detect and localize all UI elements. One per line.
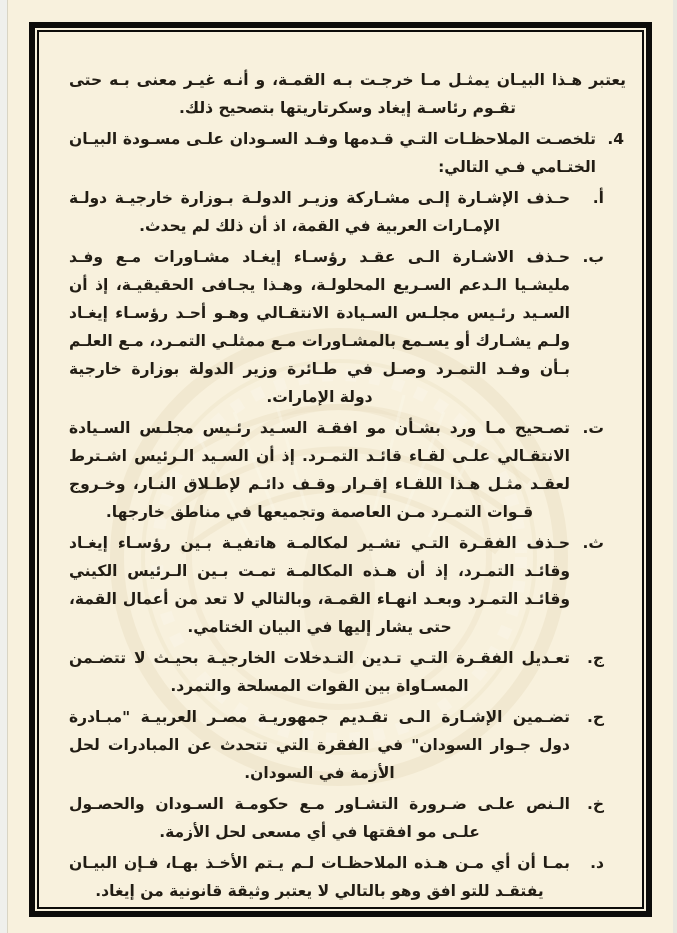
list-item-hha-marker: ح. bbox=[586, 708, 604, 726]
list-item-alef bbox=[69, 184, 626, 240]
list-item-ta-text: تصـحيح مـا ورد بشـأن مو افقـة السـيد رئـيس مجلـس السـيادة الانتقـالي علـى لقـاء قائـد التمـرد. إذ أن السـيد الـرئيس اشـترط لعقـد مثـل هـذا اللقـاء إقـرار وقـف دائـم لإطـلاق النـار، وخـروج قـوات التمـرد مـن العاصمة وتجميعها في مناطق خارجها. bbox=[69, 419, 570, 521]
list-item-kha bbox=[69, 790, 626, 846]
list-item-hha-text: تضـمين الإشـارة الـى تقـديم جمهوريـة مصـر العربيـة "مبـادرة دول جـوار السودان" في الفقرة التي تتحدث عن المبادرات لحل الأزمة في السودان. bbox=[69, 708, 570, 782]
list-item-jim bbox=[69, 644, 626, 700]
page-border-frame bbox=[29, 22, 652, 917]
list-item-ta bbox=[69, 414, 626, 526]
list-item-tha bbox=[69, 529, 626, 641]
page-border-inner-line bbox=[37, 30, 644, 909]
list-item-tha-marker: ث. bbox=[582, 534, 604, 552]
list-item-4-marker: 4. bbox=[607, 130, 624, 148]
intro-paragraph: يعتبر هـذا البيـان يمثـل مـا خرجـت بـه القمـة، و أنـه غيـر معنى بـه حتى تقـوم رئاسـة إيغاد وسكرتاريتها بتصحيح ذلك. bbox=[69, 71, 626, 117]
list-item-dal-text: بمـا أن أي مـن هـذه الملاحظـات لـم يـتم الأخـذ بهـا، فـإن البيـان يفتقـد للتو افق وهو بالتالي لا يعتبر وثيقة قانونية من إيغاد. bbox=[69, 854, 570, 900]
list-item-dal-marker: د. bbox=[590, 854, 604, 872]
list-item-ba bbox=[69, 243, 626, 411]
list-item-alef-marker: أ. bbox=[592, 189, 604, 207]
list-item-alef-text: حـذف الإشـارة إلـى مشـاركة وزيـر الدولـة بـوزارة خارجيـة دولـة الإمـارات العربية في القمة، اذ أن ذلك لم يحدث. bbox=[69, 189, 570, 235]
list-item-4-text: تلخصـت الملاحظـات التـي قـدمها وفـد السـودان علـى مسـودة البيـان الختـامي فـي التالي: bbox=[69, 130, 596, 176]
list-item-ba-marker: ب. bbox=[582, 248, 604, 266]
list-item-jim-marker: ج. bbox=[586, 649, 604, 667]
list-item-kha-text: الـنص علـى ضـرورة التشـاور مـع حكومـة السـودان والحصـول علـى مو افقتها في أي مسعى لحل الأزمة. bbox=[69, 795, 570, 841]
scan-edge-left bbox=[0, 0, 8, 933]
list-item-jim-text: تعـديل الفقـرة التـي تـدين التـدخلات الخارجيـة بحيـث لا تتضـمن المسـاواة بين القوات المسلحة والتمرد. bbox=[69, 649, 570, 695]
list-item-dal bbox=[69, 849, 626, 905]
list-item-hha bbox=[69, 703, 626, 787]
document-text-area bbox=[43, 36, 638, 903]
list-item-4 bbox=[69, 125, 626, 181]
list-item-ta-marker: ت. bbox=[582, 419, 604, 437]
list-item-tha-text: حـذف الفقـرة التـي تشـير لمكالمـة هاتفيـة بـين رؤسـاء إيغـاد وقائـد التمـرد، إذ أن هـذه المكالمـة تمـت بـين الـرئيس الكيني وقائـد التمـرد وبعـد انهـاء القمـة، وبالتالي لا تعد من أعمال القمة، حتى يشار إليها في البيان الختامي. bbox=[69, 534, 570, 636]
list-item-kha-marker: خ. bbox=[586, 795, 604, 813]
scan-edge-right bbox=[673, 0, 677, 933]
list-item-ba-text: حـذف الاشـارة الـى عقـد رؤسـاء إيغـاد مشـاورات مـع وفـد مليشـيا الـدعم السـريع المحلولـة، وهـذا يجـافى الحقيقيـة، إذ أن السـيد رئـيس مجلـس السـيادة الانتقـالي وهـو أحـد رؤسـاء إيغـاد ولـم يشـارك أو يسـمع بالمشـاورات مـع ممثلـي التمـرد، مـع العلـم بـأن وفـد التمـرد وصـل في طـائرة وزير الدولة بوزارة خارجية دولة الإمارات. bbox=[69, 248, 570, 406]
